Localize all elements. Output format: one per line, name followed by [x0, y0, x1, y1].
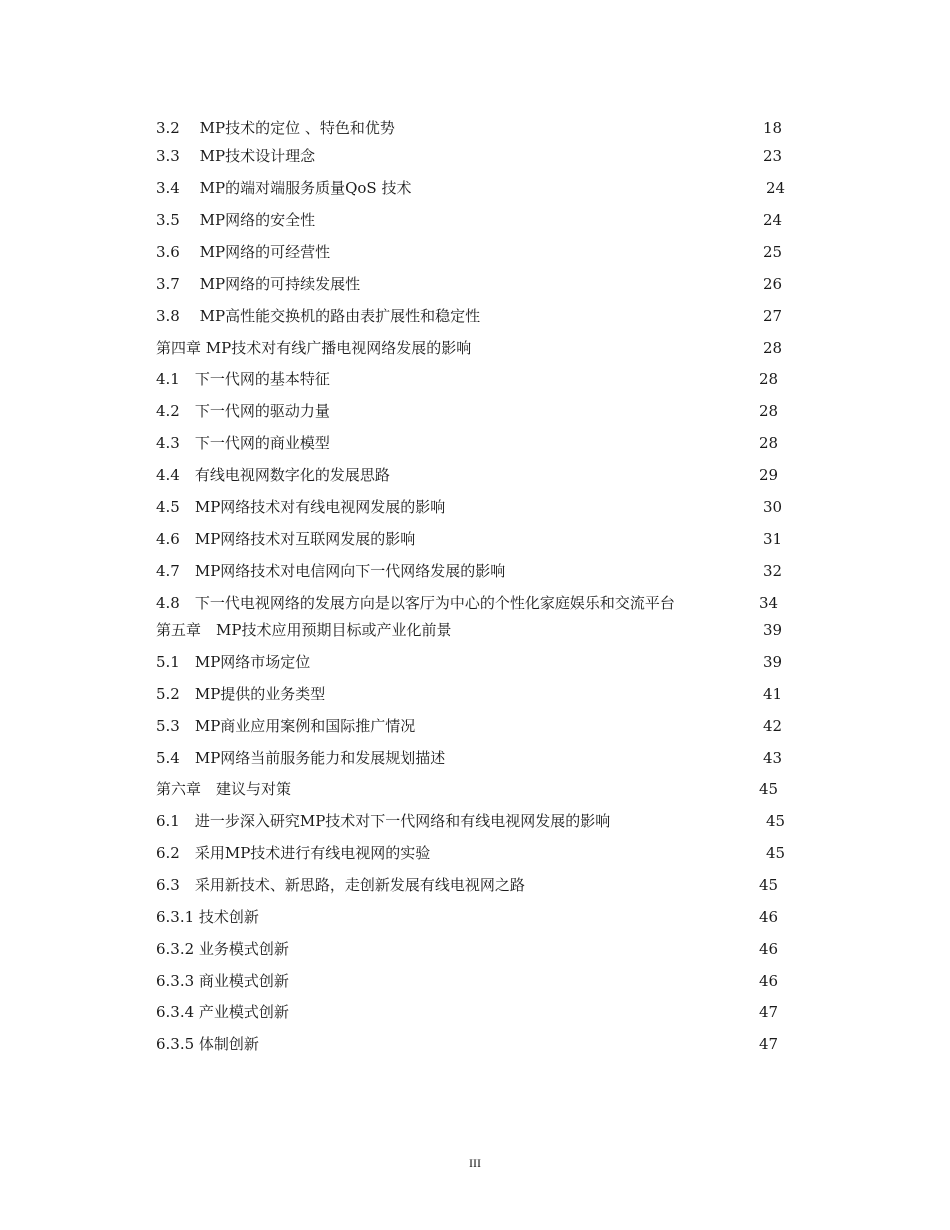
toc-entry-title: 4.7 MP网络技术对电信网向下一代网络发展的影响	[156, 562, 506, 580]
toc-entry[interactable]	[156, 936, 800, 962]
toc-entry[interactable]	[156, 143, 800, 169]
toc-entry-title: 3.8 MP高性能交换机的路由表扩展性和稳定性	[156, 307, 481, 325]
toc-entry-page: 25	[763, 243, 783, 261]
toc-entry[interactable]	[156, 303, 800, 329]
toc-entry-title: 第四章 MP技术对有线广播电视网络发展的影响	[156, 339, 472, 357]
toc-entry-title: 3.4 MP的端对端服务质量QoS 技术	[156, 179, 412, 197]
toc-entry-page: 18	[763, 119, 783, 137]
toc-entry-page: 47	[759, 1003, 779, 1021]
toc-entry-page: 47	[759, 1035, 779, 1053]
toc-entry-page: 39	[763, 653, 783, 671]
toc-entry-page: 34	[759, 594, 779, 612]
toc-entry-title: 4.6 MP网络技术对互联网发展的影响	[156, 530, 416, 548]
toc-entry-page: 28	[759, 402, 779, 420]
toc-entry-page: 29	[759, 466, 779, 484]
toc-entry[interactable]	[156, 462, 800, 488]
toc-entry[interactable]	[156, 175, 800, 201]
toc-entry-title: 5.3 MP商业应用案例和国际推广情况	[156, 717, 416, 735]
toc-entry-page: 46	[759, 908, 779, 926]
toc-entry[interactable]	[156, 840, 800, 866]
toc-entry-page: 24	[763, 211, 783, 229]
toc-entry[interactable]	[156, 398, 800, 424]
toc-entry-title: 6.3.2 业务模式创新	[156, 940, 289, 958]
toc-entry-page: 28	[759, 370, 779, 388]
toc-entry-title: 3.7 MP网络的可持续发展性	[156, 275, 361, 293]
toc-entry-title: 3.6 MP网络的可经营性	[156, 243, 331, 261]
toc-entry-page: 42	[763, 717, 783, 735]
toc-entry-chapter[interactable]	[156, 617, 800, 643]
toc-entry-page: 23	[763, 147, 783, 165]
toc-entry-title: 第六章 建议与对策	[156, 780, 292, 798]
toc-entry-page: 43	[763, 749, 783, 767]
toc-entry-page: 32	[763, 562, 783, 580]
toc-entry[interactable]	[156, 271, 800, 297]
toc-entry[interactable]	[156, 494, 800, 520]
toc-entry[interactable]	[156, 430, 800, 456]
toc-entry[interactable]	[156, 207, 800, 233]
toc-entry[interactable]	[156, 713, 800, 739]
toc-entry[interactable]	[156, 745, 800, 771]
toc-entry[interactable]	[156, 115, 800, 141]
toc-entry-title: 4.5 MP网络技术对有线电视网发展的影响	[156, 498, 446, 516]
toc-entry-page: 39	[763, 621, 783, 639]
toc-entry-title: 6.1 进一步深入研究MP技术对下一代网络和有线电视网发展的影响	[156, 812, 611, 830]
toc-entry-title: 6.3.1 技术创新	[156, 908, 259, 926]
toc-entry-title: 4.3 下一代网的商业模型	[156, 434, 330, 452]
toc-entry-page: 28	[759, 434, 779, 452]
toc-entry-page: 45	[759, 780, 779, 798]
page-number-footer: III	[469, 1156, 481, 1170]
toc-entry-title: 6.3.4 产业模式创新	[156, 1003, 289, 1021]
toc-entry-chapter[interactable]	[156, 335, 800, 361]
toc-entry[interactable]	[156, 999, 800, 1025]
toc-entry[interactable]	[156, 590, 800, 616]
toc-entry-title: 6.3.3 商业模式创新	[156, 972, 289, 990]
toc-entry-title: 3.5 MP网络的安全性	[156, 211, 316, 229]
toc-entry-title: 6.2 采用MP技术进行有线电视网的实验	[156, 844, 431, 862]
toc-entry-title: 4.8 下一代电视网络的发展方向是以客厅为中心的个性化家庭娱乐和交流平台	[156, 594, 675, 612]
toc-entry-title: 5.2 MP提供的业务类型	[156, 685, 326, 703]
toc-entry-page: 45	[759, 876, 779, 894]
toc-entry[interactable]	[156, 649, 800, 675]
toc-entry[interactable]	[156, 904, 800, 930]
toc-entry[interactable]	[156, 239, 800, 265]
toc-entry-page: 45	[766, 812, 786, 830]
toc-entry-title: 4.1 下一代网的基本特征	[156, 370, 330, 388]
toc-entry-title: 5.1 MP网络市场定位	[156, 653, 311, 671]
toc-entry-page: 46	[759, 940, 779, 958]
toc-entry-title: 第五章 MP技术应用预期目标或产业化前景	[156, 621, 452, 639]
toc-entry[interactable]	[156, 968, 800, 994]
toc-entry-title: 5.4 MP网络当前服务能力和发展规划描述	[156, 749, 446, 767]
toc-entry-page: 30	[763, 498, 783, 516]
toc-entry-page: 31	[763, 530, 783, 548]
toc-entry-title: 4.4 有线电视网数字化的发展思路	[156, 466, 390, 484]
toc-entry-page: 41	[763, 685, 783, 703]
toc-entry-title: 6.3.5 体制创新	[156, 1035, 259, 1053]
toc-entry[interactable]	[156, 872, 800, 898]
toc-entry-page: 45	[766, 844, 786, 862]
toc-entry-title: 3.2 MP技术的定位 、特色和优势	[156, 119, 395, 137]
toc-entry[interactable]	[156, 808, 800, 834]
toc-entry[interactable]	[156, 526, 800, 552]
toc-entry-page: 27	[763, 307, 783, 325]
toc-entry-chapter[interactable]	[156, 776, 800, 802]
toc-entry-page: 46	[759, 972, 779, 990]
toc-entry-title: 3.3 MP技术设计理念	[156, 147, 316, 165]
toc-entry-page: 24	[766, 179, 786, 197]
toc-entry[interactable]	[156, 1031, 800, 1057]
toc-entry[interactable]	[156, 681, 800, 707]
toc-entry-title: 6.3 采用新技术、新思路，走创新发展有线电视网之路	[156, 876, 525, 894]
toc-entry-title: 4.2 下一代网的驱动力量	[156, 402, 330, 420]
toc-entry[interactable]	[156, 558, 800, 584]
toc-entry-page: 28	[763, 339, 783, 357]
toc-entry[interactable]	[156, 366, 800, 392]
toc-entry-page: 26	[763, 275, 783, 293]
